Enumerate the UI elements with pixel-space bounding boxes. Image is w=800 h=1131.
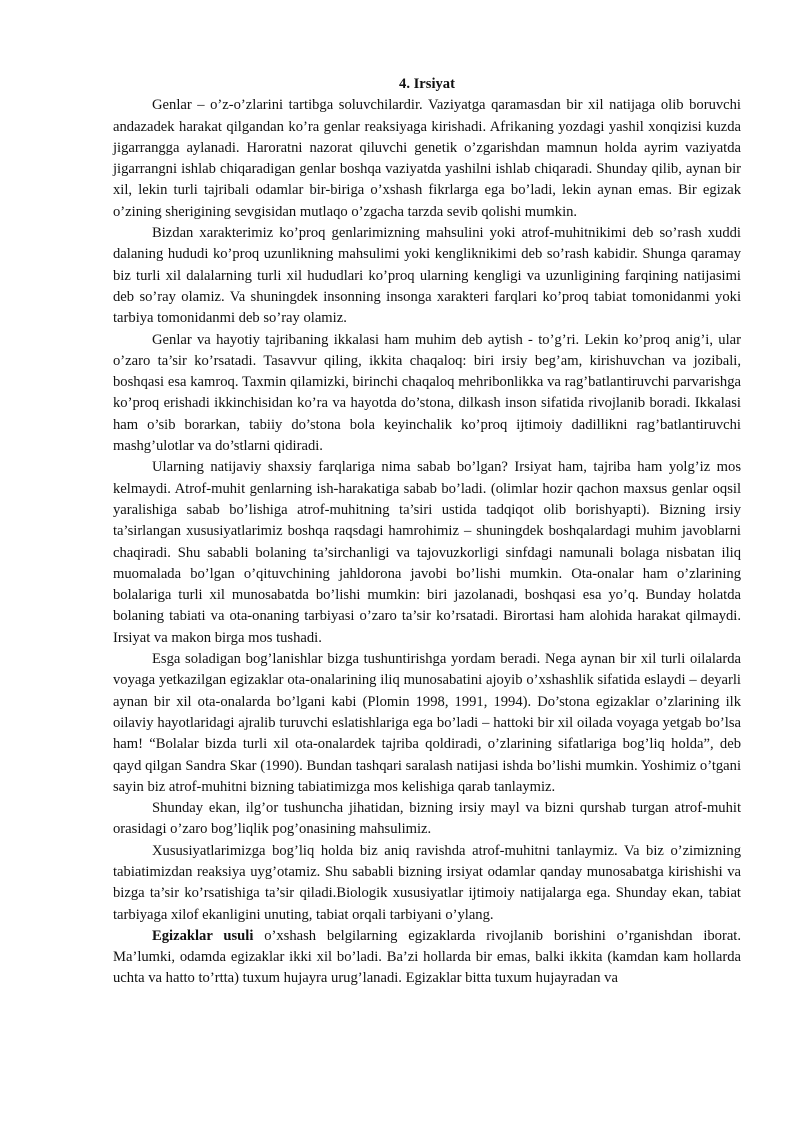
twin-method-term: Egizaklar usuli — [152, 927, 254, 944]
paragraph-character-question: Bizdan xarakterimiz ko’proq genlarimizning mahsulini yoki atrof-muhitnikimi deb so’rash xuddi dalaning hududi ko’proq uzunlikning mahsulimi yoki kengliknikimi deb so’rash kabidir. Shunga qaramay biz turli xil dalalarning turli xil hududlari ko’proq ularning kengligi va uzunligining farqining natijasimi deb so’ray olamiz. Va shuningdek insonning insonga xarakteri farqlari ko’proq tabiat tomonidanmi yoki tarbiya tomonidanmi deb so’ray olamiz. — [113, 225, 741, 327]
paragraph-genes-regulators: Genlar – o’z-o’zlarini tartibga soluvchilardir. Vaziyatga qaramasdan bir xil natijaga olib boruvchi andazadek harakat qilgandan ko’ra genlar reaksiyaga kirishadi. Afrikaning yozdagi yashil xonqizisi kuzda jigarrangga aylanadi. Haroratni nazorat qiluvchi genetik o’zgarishdan mamnun holda ayrim vaziyatda jigarrangni ishlab chiqaradigan genlar boshqa vaziyatda yashilni ishlab chiqaradi. Shunday qilib, aynan bir xil, lekin turli tajribali odamlar bir-biriga o’xshash fikrlarga ega bo’ladi, lekin aynan emas. Bir egizak o’zining sherigining sevgisidan mutlaqo o’zgacha tarzda sevib qolishi mumkin. — [113, 97, 741, 220]
paragraph-genes-and-experience: Genlar va hayotiy tajribaning ikkalasi ham muhim deb aytish - to’g’ri. Lekin ko’proq anig’i, ular o’zaro ta’sir ko’rsatadi. Tasavvur qiling, ikkita chaqaloq: biri irsiy beg’am, kirishuvchan va jozibali, boshqasi esa kamroq. Taxmin qilamizki, birinchi chaqaloq mehribonlikka va rag’batlantiruvchi parvarishga ko’proq erishadi ikkinchisidan ko’ra va hayotda do’stona, dilkash inson sifatida rivojlanib boradi. Ikkalasi ham o’sib borarkan, tabiiy do’stona bola keyinchalik ko’proq ijtimoiy dadillikni rag’batlantiruvchi mashg’ulotlar va do’stlarni qidiradi. — [113, 331, 741, 455]
twin-method-text: o’xshash belgilarning egizaklarda rivojlanib borishini o’rganishdan iborat. Ma’lumki, odamda egizaklar ikki xil bo’ladi. Ba’zi hollarda bir emas, balki ikkita (kamdan kam hollarda uchta va hatto to’rtta) tuxum hujayra urug’lanadi. Egizaklar bitta tuxum hujayradan va — [113, 927, 742, 987]
paragraph-environment-choice: Xususiyatlarimizga bog’liq holda biz aniq ravishda atrof-muhitni tanlaymiz. Va biz o’zimizning tabiatimizdan reaksiya uyg’otamiz. Shu sababli bizning irsiyat odamlar qanday munosabatga kirishishi va bizga ta’sir ko’rsatishiga ta’sir qiladi.Biologik xususiyatlar ijtimoiy natijalarga ega. Shunday ekan, tabiat tarbiyaga xilof ekanligini unuting, tabiat orqali tarbiyani o’ylang. — [113, 842, 741, 923]
paragraph-interaction-summary: Shunday ekan, ilg’or tushuncha jihatidan, bizning irsiy mayl va bizni qurshab turgan atrof-muhit orasidagi o’zaro bog’liqlik pog’onasining mahsulimiz. — [113, 800, 741, 838]
section-title: 4. Irsiyat — [399, 76, 455, 92]
document-page — [113, 74, 741, 990]
paragraph-twin-method — [113, 926, 741, 990]
paragraph-personal-differences: Ularning natijaviy shaxsiy farqlariga nima sabab bo’lgan? Irsiyat ham, tajriba ham yolg’iz mos kelmaydi. Atrof-muhit genlarning ish-harakatiga sabab bo’ladi. (olimlar hozir qachon maxsus genlar oqsil yaralishiga sabab bo’lishiga atrof-muhitning ta’siri ustida tadqiqot olib borishyapti). Bizning irsiy ta’sirlangan xususiyatlarimiz boshqa raqsdagi hamrohimiz – shuningdek boshqalardagi muhim javoblarni chaqiradi. Shu sababli bolaning ta’sirchanligi va tajovuzkorligi sinfdagi namunali bolaga nisbatan iliq muomalada bo’lgan o’qituvchining jahldorona javobi bo’lishi mumkin. Ota-onalar ham o’zlarining bolalariga turli xil munosabatda bo’lishi mumkin: biri jazolanadi, boshqasi esa yo’q. Bunday holatda bolaning tabiati va ota-onaning tarbiyasi o’zaro ta’sir ko’rsatadi. Birortasi ham alohida harakat qilmaydi. Irsiyat va makon birga mos tushadi. — [113, 459, 741, 646]
paragraph-twins-memories: Esga soladigan bog’lanishlar bizga tushuntirishga yordam beradi. Nega aynan bir xil turli oilalarda voyaga yetkazilgan egizaklar ota-onalarining iliq munosabatini ajoyib o’xshashlik sifatida eslaydi – deyarli aynan bir xil ota-onalarda bo’lgani kabi (Plomin 1998, 1991, 1994). Do’stona egizaklar o’zlarining ilk oilaviy hayotlaridagi ajralib turuvchi eslatishlariga ega bo’ladi – hattoki bir xil oilada voyaga yetgab bo’lsa ham! “Bolalar bizda turli xil ota-onalardek tajriba qoldiradi, o’zlarining sifatlariga bog’liq holda”, deb qayd qilgan Sandra Skar (1990). Bundan tashqari saralash natijasi ishda bo’lishi mumkin. Yoshimiz o’tgani sayin biz atrof-muhitni bizning tabiatimizga mos kelishiga qarab tanlaymiz. — [113, 651, 741, 795]
